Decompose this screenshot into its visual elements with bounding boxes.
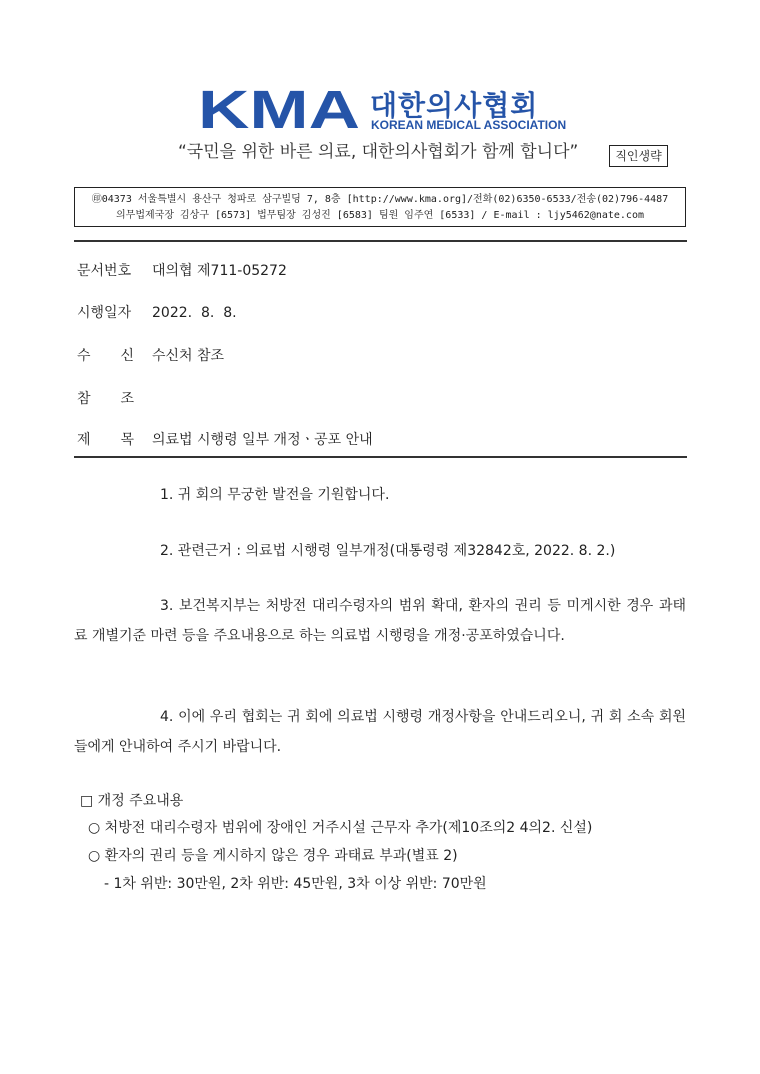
org-name-kr: 대한의사협회 [370,89,539,122]
summary-item: ○ 처방전 대리수령자 범위에 장애인 거주시설 근무자 추가(제10조의2 4의2. 신설) [88,820,593,836]
slogan: “국민을 위한 바른 의료, 대한의사협회가 함께 합니다” [178,142,579,162]
subject: 의료법 시행령 일부 개정ㆍ공포 안내 [152,432,373,448]
paragraph-2: 2. 관련근거 : 의료법 시행령 일부개정(대통령령 제32842호, 2022. 8. 2.) [160,543,616,559]
subject-label: 제목 [77,432,165,448]
seal-omitted-box: 직인생략 [609,145,668,167]
recipient: 수신처 참조 [152,348,225,364]
doc-number-row [77,260,287,280]
date-label: 시행일자 [77,305,132,321]
paragraph-4: 4. 이에 우리 협회는 귀 회에 의료법 시행령 개정사항을 안내드리오니, 귀 회 소속 회원들에게 안내하여 주시기 바랍니다. [74,709,686,755]
recipient-row [77,345,224,365]
contact-line: 의무법제국장 김상구 [6573] 법무팀장 김성진 [6583] 팀원 임주연 [6533] / E-mail : ljy5462@nate.com [116,210,644,221]
summary-item: ○ 환자의 권리 등을 게시하지 않은 경우 과태료 부과(별표 2) [88,848,458,864]
subject-row [77,429,373,449]
meta-divider [74,456,687,458]
doc-number-label: 문서번호 [77,263,132,279]
recipient-label: 수신 [77,348,165,364]
summary-heading: □ 개정 주요내용 [80,793,184,809]
summary-sub-item: - 1차 위반: 30만원, 2차 위반: 45만원, 3차 이상 위반: 70만원 [104,876,487,892]
kma-logo [198,86,360,132]
contact-info-box [74,187,686,227]
date-row [77,302,237,322]
reference-row [77,388,165,408]
paragraph-1: 1. 귀 회의 무궁한 발전을 기원합니다. [160,487,390,503]
address-line: ㊞04373 서울특별시 용산구 청파로 삼구빌딩 7, 8층 [http://www.kma.org]/전화(02)6350-6533/전송(02)796-4487 [91,194,669,205]
issue-date: 2022. 8. 8. [152,305,237,321]
doc-number: 대의협 제711-05272 [152,263,287,279]
kma-logo-letters: KMA [198,86,360,132]
reference-label: 참조 [77,391,165,407]
paragraph-3: 3. 보건복지부는 처방전 대리수령자의 범위 확대, 환자의 권리 등 미게시한 경우 과태료 개별기준 마련 등을 주요내용으로 하는 의료법 시행령을 개정·공포하였습니다. [74,598,686,644]
header-divider [74,240,687,242]
org-name-en: KOREAN MEDICAL ASSOCIATION [371,118,567,132]
